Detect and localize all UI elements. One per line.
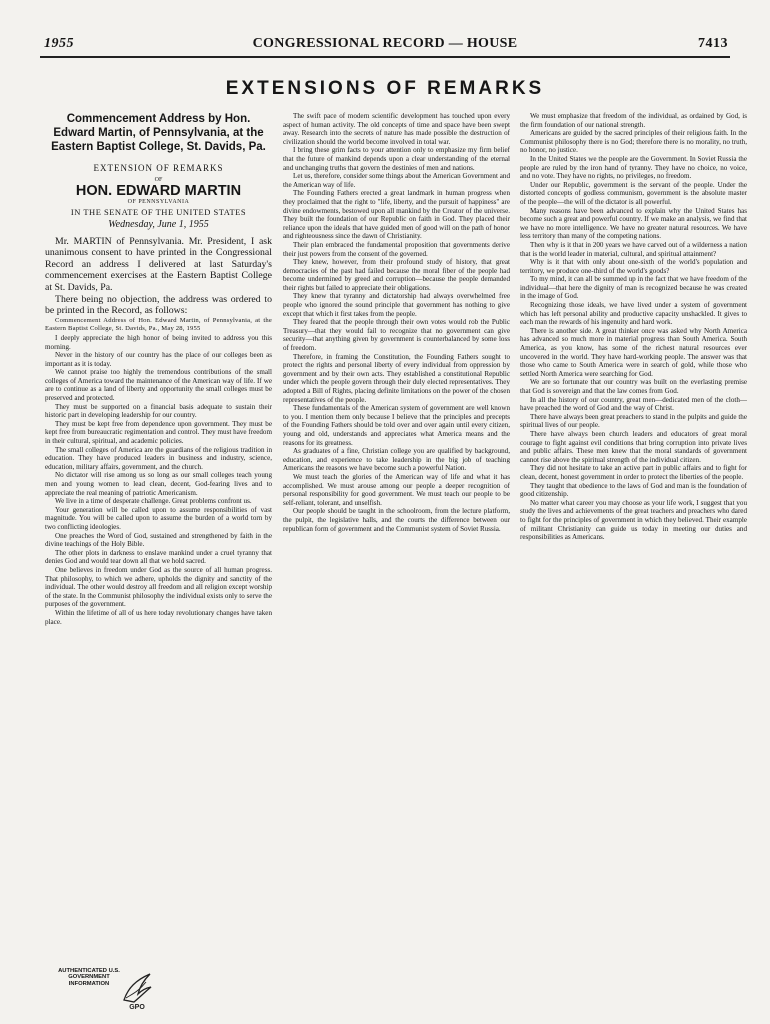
- header-page-number: 7413: [698, 36, 728, 51]
- extension-label: EXTENSION OF REMARKS: [93, 163, 224, 173]
- speaker-name: HON. EDWARD MARTIN: [75, 183, 242, 200]
- gpo-eagle-logo-icon: [120, 970, 154, 1010]
- paragraph: I deeply appreciate the high honor of being invited to address you this morning.: [45, 333, 272, 351]
- paragraph: Under our Republic, government is the servant of the people. Under the distorted concepts of godless communism, government is the absolute master of the people—the will of the dictator is all powerful.: [520, 180, 747, 206]
- paragraph: They knew that tyranny and dictatorship had always overwhelmed free people who ignored the sound principle that government has nothing to give except that which it first takes from the people.: [283, 292, 510, 318]
- paragraph: In the United States we the people are the Government. In Soviet Russia the people are ruled by the iron hand of tyranny. They have no choice, no voice, and no vote. They have no rights, no privileges, no freedom.: [520, 154, 747, 181]
- paragraph: Therefore, in framing the Constitution, the Founding Fathers sought to protect the rights and personal liberty of every individual from oppression by government and by their own acts. They established a constitutional Republic under which the people govern through their duly elected representatives. They adopted a Bill of Rights, placing definite limitations on the power of the chosen representatives of the people.: [283, 352, 510, 404]
- paragraph: Why is it that with only about one-sixth of the world's population and territory, we produce one-third of the world's goods?: [520, 258, 747, 275]
- paragraph: They taught that obedience to the laws of God and man is the foundation of good citizenship.: [520, 481, 747, 499]
- section-title: EXTENSIONS OF REMARKS: [225, 78, 545, 99]
- paragraph: Americans are guided by the sacred principles of their religious faith. In the Communist philosophy there is no God; therefore there is no morality, no truth, no honor, no justice.: [520, 129, 747, 155]
- header-year: 1955: [44, 36, 74, 51]
- paragraph: No dictator will rise among us so long as our small colleges teach young men and young women to lead clean, decent, God-fearing lives and to appreciate the real meaning of patriotic Americanism.: [45, 471, 272, 497]
- speech-title: Commencement Address by Hon. Edward Martin, of Pennsylvania, at the Eastern Baptist College, St. Davids, Pa.: [51, 113, 266, 153]
- paragraph: The other plots in darkness to enslave mankind under a cruel tyranny that denies God and would tear down all that we hold sacred.: [45, 548, 272, 566]
- paragraph: No matter what career you may choose as your life work, I suggest that you study the lives and achievements of the great teachers and preachers who dared to fight for the principles of government in which they believed. Their example of militant Christianity can guide us today in meeting our duties and responsibilities as Americans.: [520, 498, 747, 542]
- paragraph: We cannot praise too highly the tremendous contributions of the small colleges of America toward the maintenance of the American way of life. If we are to continue as a land of liberty and opportunity the small colleges must be preserved and protected.: [45, 368, 272, 403]
- column-2-body: [283, 112, 510, 533]
- paragraph: They must be supported on a financial basis adequate to sustain their historic part in developing leadership for our country.: [45, 402, 272, 420]
- paragraph: There have always been church leaders and educators of great moral courage to fight against evil conditions that bring corruption into private lives and public affairs. These men knew that the moral standards of government cannot rise above the spiritual strength of the individual citizen.: [520, 429, 747, 464]
- gpo-logo-text: GPO: [129, 1004, 145, 1010]
- paragraph: The swift pace of modern scientific development has touched upon every aspect of human activity. The old concepts of time and space have been swept away. Research into the secrets of nature has made possible the destruction of civilization should the world become involved in total war.: [283, 112, 510, 146]
- gpo-authentication-mark: [56, 968, 186, 1012]
- header-rule: [40, 56, 730, 58]
- address-heading: Commencement Address of Hon. Edward Martin, of Pennsylvania, at the Eastern Baptist College, St. Davids, Pa., May 28, 1955: [45, 316, 272, 333]
- paragraph: They did not hesitate to take an active part in public affairs and to fight for clean, decent, honest government in order to protect the liberties of the people.: [520, 464, 747, 481]
- paragraph: They knew, however, from their profound study of history, that great democracies of the past had failed because the moral fiber of the people had become undermined by greed and corruption—because the people demanded their rights but failed to appreciate their obligations.: [283, 258, 510, 292]
- paragraph: There is another side. A great thinker once was asked why North America has advanced so much more in material progress than South America. South America, as you know, has some of the richest natural resources ever uncovered in the world. They have hard-working people. The answer was that those who came to South America were in search of gold, while those who settled North America were searching for God.: [520, 326, 747, 378]
- paragraph: One preaches the Word of God, sustained and strengthened by faith in the divine teachings of the Holy Bible.: [45, 531, 272, 549]
- column-3: [520, 112, 747, 542]
- paragraph: We are so fortunate that our country was built on the everlasting premise that God is sovereign and that the law comes from God.: [520, 378, 747, 395]
- paragraph: I bring these grim facts to your attention only to emphasize my firm belief that the future of mankind depends upon a clear understanding of the eternal and unchanging truths that govern the destinies of men and nations.: [283, 146, 510, 172]
- paragraph: Recognizing those ideals, we have lived under a system of government which has left personal ability and productive capacity unshackled. It gives to each man the rewards of his ingenuity and hard work.: [520, 301, 747, 327]
- column-1: [45, 112, 272, 626]
- paragraph: Our people should be taught in the schoolroom, from the lecture platform, the pulpit, the legislative halls, and the courts the difference between our republican form of government and the Communist system of Soviet Russia.: [283, 507, 510, 533]
- speaker-state: OF PENNSYLVANIA: [127, 198, 190, 205]
- paragraph: Then why is it that in 200 years we have carved out of a wilderness a nation that is the world leader in material, cultural, and spiritual attainment?: [520, 240, 747, 258]
- column-2: [283, 112, 510, 533]
- paragraph: They feared that the people through their own votes would rob the Public Treasury—that they would fail to recognize that no government can give security—that anything given by government is counterbalanced by some loss of freedom.: [283, 318, 510, 353]
- paragraph: There have always been great preachers to stand in the pulpits and guide the spiritual lives of our people.: [520, 412, 747, 430]
- paragraph: Never in the history of our country has the place of our colleges been as important as it is today.: [45, 351, 272, 368]
- chamber-label: IN THE SENATE OF THE UNITED STATES: [70, 207, 247, 218]
- paragraph: These fundamentals of the American system of government are well known to you. I mention them only because I believe that the principles and precepts of the Founding Fathers should be told over and over again until every citizen, young and old, understands and appreciates what America means and the reasons for its greatness.: [283, 404, 510, 447]
- paragraph: Let us, therefore, consider some things about the American Government and the American way of life.: [283, 172, 510, 189]
- paragraph: The small colleges of America are the guardians of the religious tradition in education. They have produced leaders in business and industry, science, education, military affairs, government, and the church.: [45, 445, 272, 471]
- intro-paragraph: Mr. MARTIN of Pennsylvania. Mr. President, I ask unanimous consent to have printed in the Congressional Record an address I delivered at last Saturday's commencement exercises at the Eastern Baptist College at St. Davids, Pa.: [45, 235, 272, 293]
- speech-date: Wednesday, June 1, 1955: [108, 218, 209, 230]
- column-1-body: [45, 334, 272, 626]
- column-3-body: [520, 112, 747, 542]
- paragraph: Many reasons have been advanced to explain why the United States has become such a great and powerful country. If we make an analysis, we find that we have no more intelligence. We have no greater natural resources. We have less territory than many of the competing nations.: [520, 206, 747, 241]
- paragraph: In all the history of our country, great men—dedicated men of the cloth—have preached the word of God and the way of Christ.: [520, 395, 747, 413]
- paragraph: Your generation will be called upon to assume responsibilities of vast magnitude. You will be called upon to assume the burden of a world torn by two conflicting ideologies.: [45, 505, 272, 531]
- paragraph: One believes in freedom under God as the source of all human progress. That philosophy, to which we adhere, upholds the dignity and sanctity of the individual. The other would destroy all freedom and all religion except worship of the state. In the Communist philosophy the individual exists only to serve the purposes of the government.: [45, 565, 272, 609]
- paragraph: We live in a time of desperate challenge. Great problems confront us.: [55, 497, 252, 506]
- paragraph: Within the lifetime of all of us here today revolutionary changes have taken place.: [45, 608, 272, 626]
- paragraph: We must teach the glories of the American way of life and what it has accomplished. We must arouse among our people a deeper recognition of personal responsibility for good government. We must teach our people to be self-reliant, tolerant, and unselfish.: [283, 472, 510, 507]
- authentication-text: AUTHENTICATED U.S. GOVERNMENT INFORMATION: [58, 968, 120, 987]
- order-paragraph: There being no objection, the address was ordered to be printed in the Record, as follows:: [45, 293, 272, 317]
- paragraph: They must be kept free from dependence upon government. They must be kept free from bureaucratic regimentation and control. They must have freedom in their cultural, spiritual, and academic policies.: [45, 419, 272, 446]
- paragraph: We must emphasize that freedom of the individual, as ordained by God, is the firm foundation of our national strength.: [520, 112, 747, 129]
- of-label: OF: [154, 176, 163, 183]
- paragraph: Their plan embraced the fundamental proposition that governments derive their just powers from the consent of the governed.: [283, 240, 510, 258]
- paragraph: To my mind, it can all be summed up in the fact that we have freedom of the individual—that here the dignity of man is recognized because he was created in the image of God.: [520, 275, 747, 301]
- paragraph: As graduates of a fine, Christian college you are qualified by background, education, and experience to take leadership in the big job of teaching Americans the reasons we have become such a powerful Nation.: [283, 447, 510, 473]
- paragraph: The Founding Fathers erected a great landmark in human progress when they proclaimed that the right to "life, liberty, and the pursuit of happiness" are divine endowments, bestowed upon all mankind by the Creator of the universe. They built the foundation of our Republic on faith in God. They placed their reliance upon the ideals that have guided men of good will on the path of honor and righteousness since the dawn of Christianity.: [283, 189, 510, 241]
- header-publication: CONGRESSIONAL RECORD — HOUSE: [252, 36, 518, 51]
